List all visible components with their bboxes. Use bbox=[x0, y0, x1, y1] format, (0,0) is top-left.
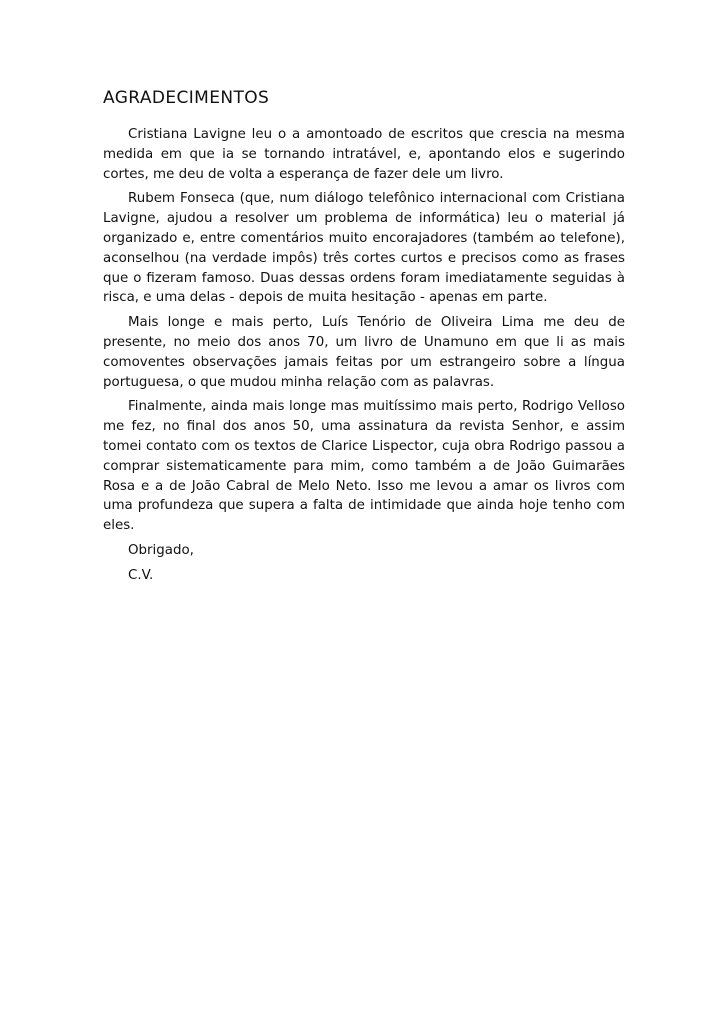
closing-line: Obrigado, bbox=[128, 542, 194, 558]
paragraph-4: Finalmente, ainda mais longe mas muitíssimo mais perto, Rodrigo Velloso me fez, no final dos anos 50, uma assinatura da revista Senhor, e assim tomei contato com os textos de Clarice Lispector, cuja obra Rodrigo passou a comprar sistematicamente para mim, como também a de João Guimarães Rosa e a de João Cabral de Melo Neto. Isso me levou a amar os livros com uma profundeza que supera a falta de intimidade que ainda hoje tenho com eles. bbox=[103, 399, 625, 534]
paragraph-2: Rubem Fonseca (que, num diálogo telefônico internacional com Cristiana Lavigne, ajudou a resolver um problema de informática) leu o material já organizado e, entre comentários muito encorajadores (também ao telefone), aconselhou (na verdade impôs) três cortes curtos e precisos como as frases que o fizeram famoso. Duas dessas ordens foram imediatamente seguidas à risca, e uma delas - depois de muita hesitação - apenas em parte. bbox=[103, 191, 625, 306]
paragraph-1: Cristiana Lavigne leu o a amontoado de escritos que crescia na mesma medida em que ia se tornando intratável, e, apontando elos e sugerindo cortes, me deu de volta a esperança de fazer dele um livro. bbox=[103, 127, 625, 182]
signature: C.V. bbox=[128, 567, 154, 583]
document-page bbox=[103, 86, 625, 591]
paragraph-3: Mais longe e mais perto, Luís Tenório de Oliveira Lima me deu de presente, no meio dos anos 70, um livro de Unamuno em que li as mais comoventes observações jamais feitas por um estrangeiro sobre a língua portuguesa, o que mudou minha relação com as palavras. bbox=[103, 315, 625, 390]
document-title: AGRADECIMENTOS bbox=[103, 88, 270, 108]
